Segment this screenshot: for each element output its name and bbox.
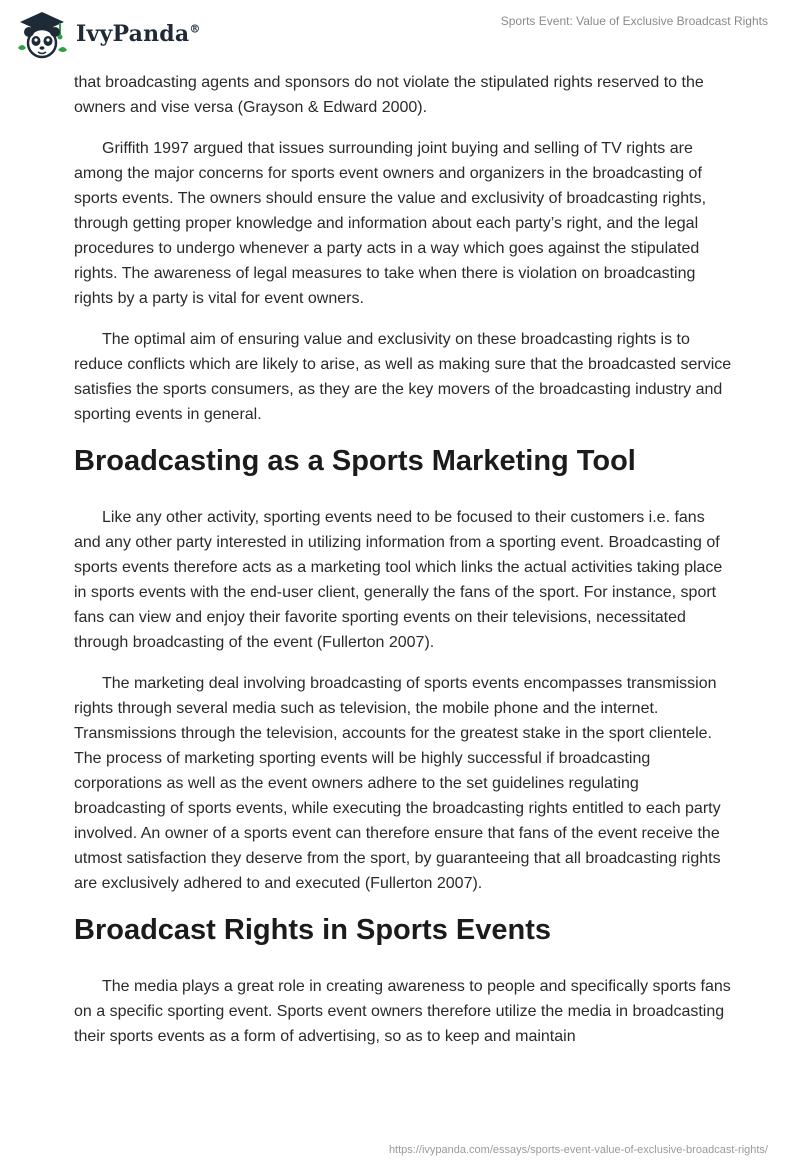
registered-mark: ® [189, 22, 201, 36]
section-heading: Broadcasting as a Sports Marketing Tool [74, 445, 636, 477]
brand-name [76, 21, 201, 47]
paragraph: that broadcasting agents and sponsors do not violate the stipulated rights reserved to the owners and vise versa (Grayson & Edward 2000). [74, 74, 704, 116]
document-title: Sports Event: Value of Exclusive Broadcast Rights [500, 14, 768, 28]
panda-graduation-cap-icon [14, 8, 70, 60]
paragraph: The media plays a great role in creating awareness to people and specifically sports fans on a specific sporting event. Sports event owners therefore utilize the media in broadcasting their sports events as a form of advertising, so as to keep and maintain [74, 978, 731, 1045]
brand-text: IvyPanda [76, 21, 190, 47]
essay-body [74, 70, 734, 1065]
paragraph: The optimal aim of ensuring value and exclusivity on these broadcasting rights is to reduce conflicts which are likely to arise, as well as making sure that the broadcasted service satisfies the sports consumers, as they are the key movers of the broadcasting industry and sporting events in general. [74, 331, 732, 423]
section-heading: Broadcast Rights in Sports Events [74, 914, 551, 946]
paragraph: Griffith 1997 argued that issues surrounding joint buying and selling of TV rights are among the major concerns for sports event owners and organizers in the broadcasting of sports events. The owners should ensure the value and exclusivity of broadcasting rights, through getting proper knowledge and information about each party’s right, and the legal procedures to undergo whenever a party acts in a way which goes against the stipulated rights. The awareness of legal measures to take when there is violation on broadcasting rights by a party is vital for event owners. [74, 140, 707, 307]
brand-logo[interactable] [14, 8, 201, 60]
source-url-link[interactable]: https://ivypanda.com/essays/sports-event-value-of-exclusive-broadcast-rights/ [388, 1144, 768, 1156]
paragraph: The marketing deal involving broadcasting of sports events encompasses transmission rights through several media such as television, the mobile phone and the internet. Transmissions through the television, accounts for the greatest stake in the sport clientele. The process of marketing sporting events will be highly successful if broadcasting corporations as well as the event owners adhere to the set guidelines regulating broadcasting of sports events, while executing the broadcasting rights entitled to each party involved. An owner of a sports event can therefore ensure that fans of the event receive the utmost satisfaction they deserve from the sport, by guaranteeing that all broadcasting rights are exclusively adhered to and executed (Fullerton 2007). [74, 675, 721, 892]
paragraph: Like any other activity, sporting events need to be focused to their customers i.e. fans and any other party interested in utilizing information from a sporting event. Broadcasting of sports events therefore acts as a marketing tool which links the actual activities taking place in sports events with the end-user client, generally the fans of the sport. For instance, sport fans can view and enjoy their favorite sporting events on their televisions, necessitated through broadcasting of the event (Fullerton 2007). [74, 509, 723, 651]
page-header [0, 0, 800, 68]
